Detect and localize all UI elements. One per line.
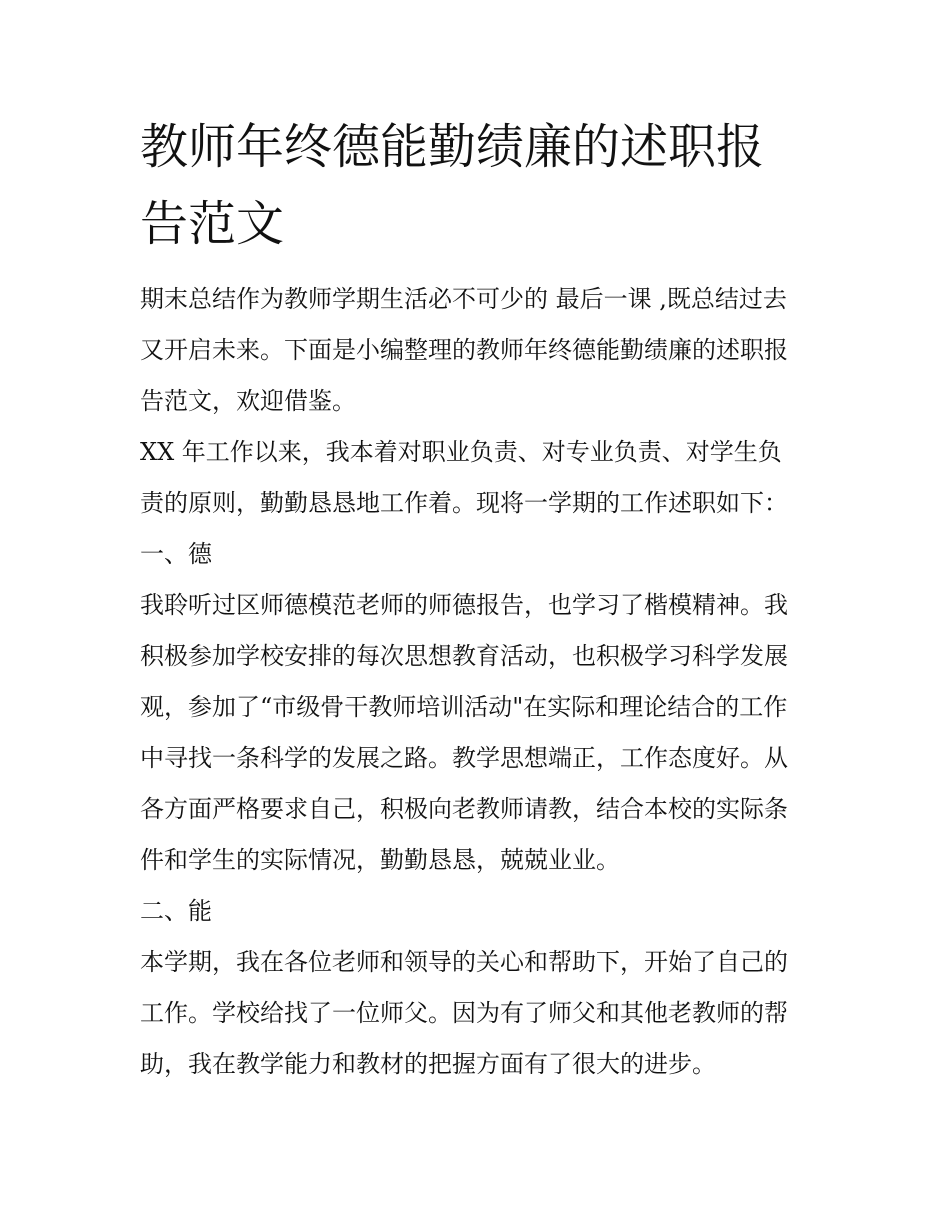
section-heading-neng [140, 886, 840, 937]
paragraph-overview [140, 427, 840, 529]
text-line: XX 年工作以来，我本着对职业负责、对专业负责、对学生负 [140, 438, 782, 466]
text-line: 观，参加了“市级骨干教师培训活动"在实际和理论结合的工作 [140, 693, 788, 721]
document-title [140, 109, 840, 263]
paragraph-intro [140, 274, 840, 427]
heading-line: 一、德 [140, 540, 212, 568]
text-line: 积极参加学校安排的每次思想教育活动，也积极学习科学发展 [140, 642, 788, 670]
text-line: 中寻找一条科学的发展之路。教学思想端正，工作态度好。从 [140, 744, 788, 772]
paragraph-neng [140, 937, 840, 1090]
heading-line: 二、能 [140, 897, 212, 925]
text-line: 期末总结作为教师学期生活必不可少的 最后一课 ,既总结过去 [140, 285, 787, 313]
title-line: 教师年终德能勤绩廉的述职报 [140, 119, 765, 175]
text-line: 件和学生的实际情况，勤勤恳恳，兢兢业业。 [140, 846, 620, 874]
section-heading-de [140, 529, 840, 580]
paragraph-de [140, 580, 840, 886]
text-line: 本学期，我在各位老师和领导的关心和帮助下，开始了自己的 [140, 948, 788, 976]
text-line: 告范文，欢迎借鉴。 [140, 387, 356, 415]
document-body [140, 274, 840, 1090]
title-line: 告范文 [140, 196, 285, 252]
text-line: 助，我在教学能力和教材的把握方面有了很大的进步。 [140, 1050, 716, 1078]
text-line: 又开启未来。下面是小编整理的教师年终德能勤绩廉的述职报 [140, 336, 788, 364]
text-line: 责的原则，勤勤恳恳地工作着。现将一学期的工作述职如下： [140, 489, 788, 517]
text-line: 各方面严格要求自己，积极向老教师请教，结合本校的实际条 [140, 795, 788, 823]
text-line: 工作。学校给找了一位师父。因为有了师父和其他老教师的帮 [140, 999, 788, 1027]
text-line: 我聆听过区师德模范老师的师德报告，也学习了楷模精神。我 [140, 591, 788, 619]
